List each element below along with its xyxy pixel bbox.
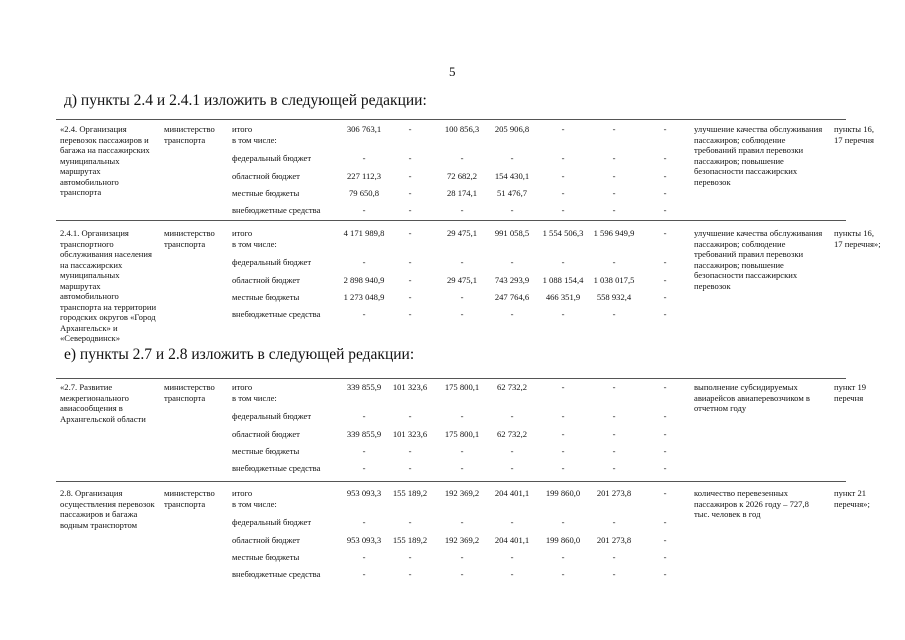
funding-source-label: местные бюджеты [232, 292, 300, 302]
funding-value: - [408, 411, 412, 421]
funding-source-label: внебюджетные средства [232, 205, 321, 215]
funding-value: - [408, 569, 412, 579]
funding-value: 101 323,6 [392, 429, 428, 439]
funding-value: 247 764,6 [494, 292, 530, 302]
funding-value: 1 596 949,9 [593, 228, 635, 238]
funding-value: - [561, 382, 565, 392]
item-name: 2.4.1. Организация транспортного обслуживания населения на пассажирских муниципальных маршрутах автомобильного транспорта на территории городских округов «Город Архангельск» и «Северодвинск» [60, 228, 157, 343]
section-divider [56, 119, 846, 120]
funding-value: 29 475,1 [446, 228, 478, 238]
section-heading: е) пункты 2.7 и 2.8 изложить в следующей редакции: [64, 346, 415, 363]
funding-value: 1 088 154,4 [542, 275, 584, 285]
expected-result: выполнение субсидируемых авиарейсов авиаперевозчиком в отчетном году [694, 382, 810, 413]
funding-value: 201 273,8 [596, 535, 632, 545]
funding-value: - [460, 257, 464, 267]
funding-value: - [663, 171, 667, 181]
funding-value: - [408, 309, 412, 319]
funding-value: - [408, 171, 412, 181]
funding-value: 204 401,1 [494, 488, 530, 498]
funding-value: - [510, 257, 514, 267]
funding-value: - [510, 411, 514, 421]
funding-value: - [663, 517, 667, 527]
funding-value: - [561, 309, 565, 319]
funding-value: - [510, 552, 514, 562]
funding-source-label: внебюджетные средства [232, 463, 321, 473]
funding-source-label: итого в том числе: [232, 124, 277, 145]
funding-value: - [362, 309, 366, 319]
funding-value: - [663, 411, 667, 421]
funding-source-label: итого в том числе: [232, 228, 277, 249]
section-divider [56, 378, 846, 379]
funding-value: - [663, 153, 667, 163]
funding-value: 953 093,3 [346, 488, 382, 498]
funding-source-label: итого в том числе: [232, 488, 277, 509]
funding-value: - [663, 188, 667, 198]
funding-value: - [561, 205, 565, 215]
funding-value: 227 112,3 [346, 171, 382, 181]
funding-value: - [612, 517, 616, 527]
funding-value: - [362, 463, 366, 473]
expected-result: улучшение качества обслуживания пассажиров; соблюдение требований правил перевозки пассажиров; повышение безопасности пассажирских перевозок [694, 124, 823, 187]
funding-value: - [408, 552, 412, 562]
funding-value: 62 732,2 [496, 429, 528, 439]
funding-value: 4 171 989,8 [343, 228, 385, 238]
funding-value: - [510, 205, 514, 215]
funding-source-label: местные бюджеты [232, 446, 300, 456]
funding-value: - [663, 309, 667, 319]
funding-value: - [561, 124, 565, 134]
funding-value: - [612, 382, 616, 392]
funding-value: 743 293,9 [494, 275, 530, 285]
funding-value: - [408, 463, 412, 473]
funding-value: - [408, 446, 412, 456]
funding-source-label: областной бюджет [232, 171, 300, 181]
funding-value: - [663, 382, 667, 392]
funding-value: 101 323,6 [392, 382, 428, 392]
funding-value: 1 038 017,5 [593, 275, 635, 285]
item-executor: министерство транспорта [164, 488, 215, 509]
funding-source-label: областной бюджет [232, 275, 300, 285]
funding-value: - [561, 517, 565, 527]
funding-value: - [408, 205, 412, 215]
funding-value: - [612, 188, 616, 198]
funding-value: 953 093,3 [346, 535, 382, 545]
funding-source-label: областной бюджет [232, 535, 300, 545]
funding-source-label: итого в том числе: [232, 382, 277, 403]
funding-value: 339 855,9 [346, 429, 382, 439]
funding-value: 306 763,1 [346, 124, 382, 134]
funding-value: - [561, 153, 565, 163]
funding-value: - [460, 292, 464, 302]
funding-value: 205 906,8 [494, 124, 530, 134]
funding-value: - [408, 228, 412, 238]
funding-value: - [663, 275, 667, 285]
funding-value: 62 732,2 [496, 382, 528, 392]
funding-value: - [460, 446, 464, 456]
funding-value: - [460, 153, 464, 163]
funding-value: - [663, 569, 667, 579]
funding-value: - [663, 292, 667, 302]
funding-value: - [460, 569, 464, 579]
funding-value: 192 369,2 [444, 535, 480, 545]
funding-value: 204 401,1 [494, 535, 530, 545]
funding-value: - [460, 309, 464, 319]
funding-value: 991 058,5 [494, 228, 530, 238]
funding-value: - [663, 552, 667, 562]
funding-value: - [408, 124, 412, 134]
funding-value: 28 174,1 [446, 188, 478, 198]
page-number: 5 [449, 64, 456, 79]
funding-value: - [408, 257, 412, 267]
funding-value: - [362, 257, 366, 267]
funding-value: 2 898 940,9 [343, 275, 385, 285]
section-heading: д) пункты 2.4 и 2.4.1 изложить в следующей редакции: [64, 92, 427, 109]
funding-value: 199 860,0 [545, 535, 581, 545]
funding-source-label: федеральный бюджет [232, 153, 312, 163]
list-reference: пункт 19 перечня [834, 382, 867, 403]
funding-source-label: областной бюджет [232, 429, 300, 439]
funding-value: 154 430,1 [494, 171, 530, 181]
item-name: «2.4. Организация перевозок пассажиров и багажа на пассажирских муниципальных маршрутах автомобильного транспорта [60, 124, 150, 197]
funding-value: - [561, 188, 565, 198]
funding-source-label: местные бюджеты [232, 552, 300, 562]
funding-value: - [663, 535, 667, 545]
funding-value: - [663, 463, 667, 473]
funding-value: - [612, 257, 616, 267]
funding-value: 201 273,8 [596, 488, 632, 498]
funding-value: - [408, 188, 412, 198]
funding-value: - [362, 517, 366, 527]
funding-value: 192 369,2 [444, 488, 480, 498]
funding-value: - [408, 153, 412, 163]
funding-value: - [460, 517, 464, 527]
funding-value: - [612, 463, 616, 473]
funding-value: 155 189,2 [392, 535, 428, 545]
funding-value: - [561, 552, 565, 562]
item-name: «2.7. Развитие межрегионального авиасообщения в Архангельской области [60, 382, 146, 424]
funding-value: - [561, 429, 565, 439]
funding-value: - [612, 429, 616, 439]
list-reference: пункты 16, 17 перечня»; [834, 228, 881, 249]
funding-value: - [663, 124, 667, 134]
funding-value: - [510, 517, 514, 527]
funding-value: - [663, 228, 667, 238]
funding-source-label: внебюджетные средства [232, 569, 321, 579]
list-reference: пункты 16, 17 перечня [834, 124, 874, 145]
funding-value: 29 475,1 [446, 275, 478, 285]
item-divider [56, 220, 846, 221]
funding-value: - [663, 488, 667, 498]
funding-value: 558 932,4 [596, 292, 632, 302]
funding-value: - [612, 552, 616, 562]
funding-value: - [362, 569, 366, 579]
funding-value: 466 351,9 [545, 292, 581, 302]
funding-value: - [460, 552, 464, 562]
funding-value: - [561, 171, 565, 181]
funding-value: - [561, 411, 565, 421]
funding-value: - [362, 446, 366, 456]
funding-value: - [408, 292, 412, 302]
funding-value: - [663, 257, 667, 267]
funding-value: 79 650,8 [348, 188, 380, 198]
funding-source-label: местные бюджеты [232, 188, 300, 198]
funding-value: - [408, 275, 412, 285]
funding-value: 1 554 506,3 [542, 228, 584, 238]
funding-value: - [510, 463, 514, 473]
funding-value: - [612, 446, 616, 456]
item-name: 2.8. Организация осуществления перевозок пассажиров и багажа водным транспортом [60, 488, 155, 530]
expected-result: улучшение качества обслуживания пассажиров; соблюдение требований правил перевозки пассажиров; повышение безопасности пассажирских перевозок [694, 228, 823, 291]
funding-value: - [362, 411, 366, 421]
funding-value: 175 800,1 [444, 382, 480, 392]
funding-source-label: федеральный бюджет [232, 411, 312, 421]
funding-value: - [612, 411, 616, 421]
funding-value: 339 855,9 [346, 382, 382, 392]
funding-source-label: внебюджетные средства [232, 309, 321, 319]
funding-value: 199 860,0 [545, 488, 581, 498]
funding-value: - [663, 429, 667, 439]
funding-value: - [510, 309, 514, 319]
funding-value: 51 476,7 [496, 188, 528, 198]
funding-value: - [561, 446, 565, 456]
item-divider [56, 481, 846, 482]
funding-value: - [561, 463, 565, 473]
funding-value: - [663, 446, 667, 456]
funding-source-label: федеральный бюджет [232, 257, 312, 267]
funding-value: - [362, 153, 366, 163]
funding-value: 155 189,2 [392, 488, 428, 498]
funding-value: - [510, 153, 514, 163]
funding-value: - [510, 446, 514, 456]
funding-value: 1 273 048,9 [343, 292, 385, 302]
funding-value: - [612, 569, 616, 579]
funding-value: - [612, 171, 616, 181]
item-executor: министерство транспорта [164, 124, 215, 145]
funding-value: - [561, 257, 565, 267]
funding-value: - [460, 463, 464, 473]
item-executor: министерство транспорта [164, 228, 215, 249]
funding-value: - [561, 569, 565, 579]
funding-value: - [663, 205, 667, 215]
list-reference: пункт 21 перечня»; [834, 488, 870, 509]
funding-source-label: федеральный бюджет [232, 517, 312, 527]
funding-value: - [612, 153, 616, 163]
funding-value: - [362, 205, 366, 215]
funding-value: - [510, 569, 514, 579]
funding-value: 100 856,3 [444, 124, 480, 134]
funding-value: - [612, 205, 616, 215]
funding-value: - [612, 309, 616, 319]
funding-value: - [408, 517, 412, 527]
funding-value: - [362, 552, 366, 562]
funding-value: - [460, 411, 464, 421]
funding-value: - [612, 124, 616, 134]
funding-value: - [460, 205, 464, 215]
funding-value: 72 682,2 [446, 171, 478, 181]
expected-result: количество перевезенных пассажиров к 2026 году – 727,8 тыс. человек в год [694, 488, 809, 519]
funding-value: 175 800,1 [444, 429, 480, 439]
item-executor: министерство транспорта [164, 382, 215, 403]
